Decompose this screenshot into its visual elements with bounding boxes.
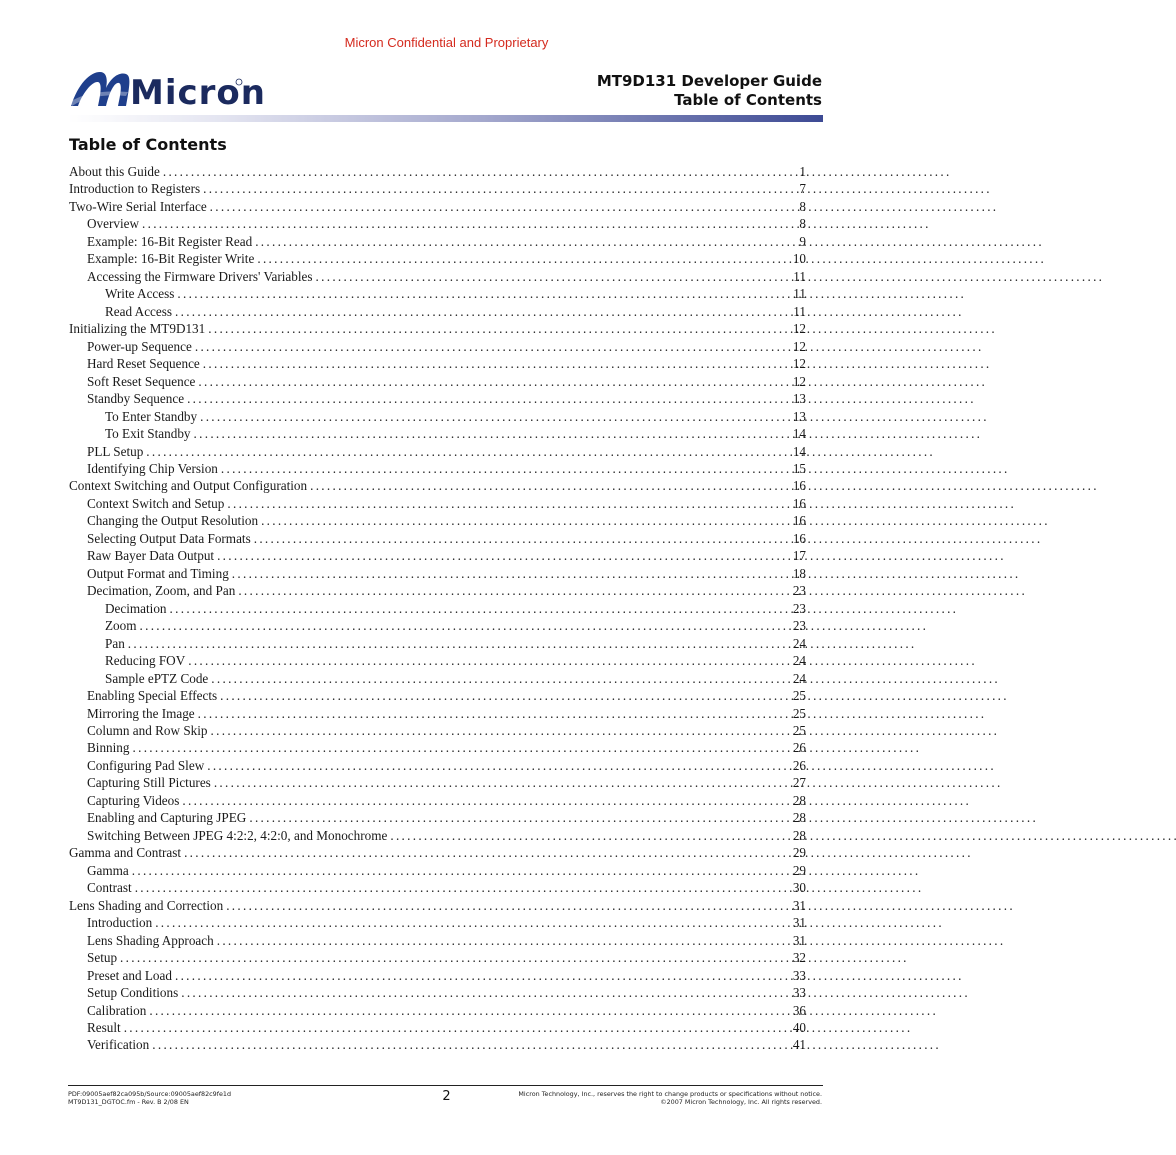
toc-dot-leader <box>218 460 791 477</box>
toc-dot-leader <box>217 687 791 704</box>
toc-heading: Table of Contents <box>69 135 227 154</box>
toc-entry-page: 12 <box>792 338 806 354</box>
toc-entry-page: 16 <box>792 495 806 511</box>
toc-entry[interactable] <box>69 827 806 844</box>
toc-entry[interactable] <box>69 443 806 460</box>
toc-entry-title: Enabling Special Effects <box>87 688 218 704</box>
toc-entry[interactable] <box>69 250 806 267</box>
toc-dot-leader <box>139 215 797 232</box>
toc-entry-page: 25 <box>792 705 806 721</box>
toc-entry[interactable] <box>69 338 806 355</box>
toc-entry-page: 12 <box>792 321 806 337</box>
toc-entry-title: Introduction to Registers <box>69 181 201 197</box>
header-gradient-bar <box>68 115 823 122</box>
toc-entry-title: Capturing Still Pictures <box>87 775 211 791</box>
toc-entry-title: Switching Between JPEG 4:2:2, 4:2:0, and Monochrome <box>87 827 388 843</box>
toc-entry-title: Example: 16-Bit Register Read <box>87 233 253 249</box>
toc-dot-leader <box>179 792 790 809</box>
toc-entry-title: Reducing FOV <box>105 653 186 669</box>
toc-entry[interactable] <box>69 652 806 669</box>
toc-entry-page: 10 <box>792 251 806 267</box>
toc-dot-leader <box>214 547 791 564</box>
toc-dot-leader <box>192 338 791 355</box>
toc-entry[interactable] <box>69 757 806 774</box>
toc-dot-leader <box>211 774 791 791</box>
toc-entry-title: Setup <box>87 950 118 966</box>
footer-left-line2: MT9D131_DGTOC.fm - Rev. B 2/08 EN <box>68 1098 189 1106</box>
toc-entry[interactable] <box>69 1019 806 1036</box>
toc-entry-page: 29 <box>792 862 806 878</box>
toc-entry[interactable] <box>69 373 806 390</box>
toc-dot-leader <box>178 984 791 1001</box>
toc-entry[interactable] <box>69 408 806 425</box>
toc-entry-title: Context Switching and Output Configuration <box>69 478 308 494</box>
toc-entry[interactable] <box>69 215 806 232</box>
toc-dot-leader <box>223 897 791 914</box>
toc-entry-page: 24 <box>792 670 806 686</box>
toc-entry-page: 15 <box>792 460 806 476</box>
toc-entry-page: 25 <box>792 723 806 738</box>
toc-entry[interactable] <box>69 285 806 302</box>
toc-entry-title: Accessing the Firmware Drivers' Variables <box>87 268 313 284</box>
toc-entry[interactable] <box>69 460 806 477</box>
toc-entry-title: To Exit Standby <box>105 426 191 442</box>
toc-entry-page: 40 <box>792 1019 806 1035</box>
toc-entry-title: Context Switch and Setup <box>87 495 225 511</box>
toc-entry-page: 26 <box>792 757 806 773</box>
toc-entry-title: Mirroring the Image <box>87 705 195 721</box>
toc-entry-title: To Enter Standby <box>105 408 198 424</box>
toc-entry-title: Calibration <box>87 1002 147 1018</box>
toc-entry-page: 9 <box>799 233 806 249</box>
toc-entry-title: Binning <box>87 740 130 756</box>
toc-entry[interactable] <box>69 617 806 634</box>
toc-entry-page: 16 <box>792 478 806 494</box>
toc-entry[interactable] <box>69 635 806 652</box>
toc-entry-title: PLL Setup <box>87 443 144 459</box>
toc-entry-page: 7 <box>799 181 806 197</box>
toc-entry-page: 29 <box>792 845 806 861</box>
toc-entry[interactable] <box>69 180 806 197</box>
document-title-line2: Table of Contents <box>674 91 822 109</box>
footer-copyright <box>518 1090 822 1106</box>
toc-entry-page: 23 <box>792 600 806 616</box>
toc-dot-leader <box>208 722 791 739</box>
toc-entry-page: 18 <box>792 565 806 581</box>
toc-entry[interactable] <box>69 809 806 826</box>
toc-dot-leader <box>132 879 791 896</box>
toc-dot-leader <box>251 530 791 547</box>
toc-entry[interactable] <box>69 862 806 879</box>
toc-dot-leader <box>137 617 791 634</box>
toc-entry-title: Preset and Load <box>87 967 172 983</box>
toc-entry[interactable] <box>69 495 806 512</box>
toc-dot-leader <box>252 233 797 250</box>
toc-entry-title: Selecting Output Data Formats <box>87 530 251 546</box>
footer-divider <box>68 1085 823 1086</box>
toc-entry[interactable] <box>69 844 806 861</box>
toc-entry[interactable] <box>69 547 806 564</box>
toc-entry[interactable] <box>69 600 806 617</box>
toc-entry-page: 36 <box>792 1002 806 1018</box>
toc-dot-leader <box>125 635 791 652</box>
toc-dot-leader <box>204 757 791 774</box>
toc-entry-page: 27 <box>792 775 806 791</box>
confidential-notice: Micron Confidential and Proprietary <box>344 35 549 50</box>
toc-entry-page: 8 <box>799 216 806 232</box>
toc-entry[interactable] <box>69 233 806 250</box>
toc-entry-title: Write Access <box>105 286 175 302</box>
toc-entry[interactable] <box>69 897 806 914</box>
toc-dot-leader <box>191 425 791 442</box>
toc-dot-leader <box>387 827 790 844</box>
toc-dot-leader <box>195 373 790 390</box>
toc-entry[interactable] <box>69 949 806 966</box>
toc-entry-page: 14 <box>792 426 806 442</box>
toc-dot-leader <box>146 1002 790 1019</box>
toc-entry-title: Overview <box>87 216 139 232</box>
toc-entry-title: Two-Wire Serial Interface <box>69 198 207 214</box>
toc-dot-leader <box>197 408 791 425</box>
toc-entry[interactable] <box>69 582 806 599</box>
toc-entry-title: Column and Row Skip <box>87 723 208 738</box>
toc-dot-leader <box>167 600 791 617</box>
toc-entry-page: 16 <box>792 530 806 546</box>
toc-entry-page: 12 <box>792 356 806 372</box>
toc-entry-page: 17 <box>792 548 806 564</box>
page-number: 2 <box>442 1089 451 1104</box>
toc-entry-title: Lens Shading and Correction <box>69 897 224 913</box>
toc-entry-page: 1 <box>799 164 806 179</box>
toc-entry-page: 31 <box>792 932 806 948</box>
toc-entry-page: 31 <box>792 897 806 913</box>
toc-entry-title: Raw Bayer Data Output <box>87 548 215 564</box>
toc-entry-title: Decimation, Zoom, and Pan <box>87 583 236 599</box>
toc-entry[interactable] <box>69 932 806 949</box>
toc-entry-page: 33 <box>792 985 806 1001</box>
toc-entry-page: 11 <box>793 286 806 302</box>
toc-dot-leader <box>313 268 792 285</box>
toc-entry-page: 23 <box>792 583 806 599</box>
toc-entry-page: 26 <box>792 740 806 756</box>
toc-entry[interactable] <box>69 1036 806 1053</box>
toc-entry[interactable] <box>69 687 806 704</box>
micron-logo <box>68 66 266 113</box>
toc-entry-page: 28 <box>792 792 806 808</box>
toc-dot-leader <box>208 670 791 687</box>
toc-entry-title: Output Format and Timing <box>87 565 229 581</box>
toc-entry-title: Changing the Output Resolution <box>87 513 259 529</box>
toc-entry-title: Identifying Chip Version <box>87 460 218 476</box>
toc-entry-title: Power-up Sequence <box>87 338 192 354</box>
toc-entry-page: 13 <box>792 408 806 424</box>
toc-entry[interactable] <box>69 792 806 809</box>
toc-entry[interactable] <box>69 477 806 494</box>
toc-entry[interactable] <box>69 198 806 215</box>
toc-dot-leader <box>130 739 791 756</box>
toc-entry-title: Capturing Videos <box>87 792 180 808</box>
toc-entry-title: Standby Sequence <box>87 391 185 407</box>
toc-entry[interactable] <box>69 1002 806 1019</box>
toc-entry[interactable] <box>69 390 806 407</box>
toc-entry-title: Enabling and Capturing JPEG <box>87 810 247 826</box>
toc-entry-title: Configuring Pad Slew <box>87 757 205 773</box>
toc-entry-title: Pan <box>105 635 125 651</box>
toc-entry-title: Introduction <box>87 915 153 931</box>
toc-entry-page: 41 <box>792 1037 806 1053</box>
toc-entry-page: 14 <box>792 443 806 459</box>
toc-entry-title: Hard Reset Sequence <box>87 356 200 372</box>
toc-entry[interactable] <box>69 512 806 529</box>
toc-entry-page: 28 <box>792 827 806 843</box>
toc-dot-leader <box>160 163 798 180</box>
toc-dot-leader <box>200 355 791 372</box>
toc-dot-leader <box>307 477 791 494</box>
toc-dot-leader <box>246 809 790 826</box>
toc-dot-leader <box>174 285 791 302</box>
toc-entry-page: 28 <box>792 810 806 826</box>
toc-dot-leader <box>149 1036 791 1053</box>
footer-right-line2: ©2007 Micron Technology, Inc. All rights reserved. <box>660 1098 822 1106</box>
toc-dot-leader <box>207 198 798 215</box>
toc-entry[interactable] <box>69 705 806 722</box>
toc-dot-leader <box>205 320 791 337</box>
toc-entry-title: Soft Reset Sequence <box>87 373 196 389</box>
toc-entry-page: 31 <box>792 915 806 931</box>
toc-entry-page: 24 <box>792 653 806 669</box>
toc-dot-leader <box>172 303 791 320</box>
toc-entry[interactable] <box>69 739 806 756</box>
toc-entry-title: About this Guide <box>69 164 160 179</box>
toc-entry[interactable] <box>69 670 806 687</box>
document-title-line1: MT9D131 Developer Guide <box>596 72 822 90</box>
toc-dot-leader <box>235 582 790 599</box>
toc-entry-title: Setup Conditions <box>87 985 179 1001</box>
toc-entry[interactable] <box>69 303 806 320</box>
toc-entry[interactable] <box>69 355 806 372</box>
logo-wordmark: Micron <box>130 73 266 113</box>
toc-entry[interactable] <box>69 268 806 285</box>
toc-entry-page: 8 <box>799 198 806 214</box>
toc-dot-leader <box>143 443 791 460</box>
footer-right-line1: Micron Technology, Inc., reserves the right to change products or specifications without notice. <box>518 1090 822 1098</box>
document-title <box>597 72 822 110</box>
toc-entry-title: Zoom <box>105 618 137 634</box>
toc-entry-page: 11 <box>793 268 806 284</box>
toc-entry-title: Example: 16-Bit Register Write <box>87 251 255 267</box>
toc-entry-page: 12 <box>792 373 806 389</box>
toc-entry[interactable] <box>69 530 806 547</box>
toc-entry-title: Result <box>87 1019 121 1035</box>
toc-entry-page: 23 <box>792 618 806 634</box>
toc-entry-title: Gamma <box>87 862 129 878</box>
toc-entry[interactable] <box>69 879 806 896</box>
footer-left-line1: PDF:09005aef82ca095b/Source:09005aef82c9fe1d <box>68 1090 232 1098</box>
toc-entry-title: Verification <box>87 1037 150 1053</box>
toc-dot-leader <box>121 1019 791 1036</box>
toc-entry-page: 30 <box>792 880 806 896</box>
toc-dot-leader <box>258 512 791 529</box>
toc-dot-leader <box>129 862 791 879</box>
table-of-contents <box>69 163 806 1054</box>
toc-dot-leader <box>181 844 791 861</box>
toc-dot-leader <box>229 565 791 582</box>
toc-dot-leader <box>214 932 791 949</box>
toc-dot-leader <box>254 250 790 267</box>
toc-entry[interactable] <box>69 984 806 1001</box>
toc-entry[interactable] <box>69 425 806 442</box>
toc-entry[interactable] <box>69 967 806 984</box>
toc-entry-page: 16 <box>792 513 806 529</box>
toc-entry[interactable] <box>69 565 806 582</box>
toc-dot-leader <box>224 495 790 512</box>
toc-entry[interactable] <box>69 774 806 791</box>
toc-entry[interactable] <box>69 914 806 931</box>
toc-entry-title: Read Access <box>105 303 173 319</box>
toc-entry[interactable] <box>69 163 806 180</box>
toc-entry-title: Sample ePTZ Code <box>105 670 209 686</box>
toc-entry-page: 13 <box>792 391 806 407</box>
toc-entry-page: 32 <box>792 950 806 966</box>
toc-entry-title: Decimation <box>105 600 167 616</box>
toc-entry-title: Lens Shading Approach <box>87 932 214 948</box>
toc-dot-leader <box>195 705 791 722</box>
toc-entry-page: 24 <box>792 635 806 651</box>
toc-entry-page: 11 <box>793 303 806 319</box>
toc-entry-page: 33 <box>792 967 806 983</box>
toc-entry-title: Contrast <box>87 880 132 896</box>
toc-dot-leader <box>185 652 791 669</box>
toc-entry[interactable] <box>69 320 806 337</box>
toc-dot-leader <box>184 390 791 407</box>
toc-entry-page: 25 <box>792 688 806 704</box>
toc-entry-title: Gamma and Contrast <box>69 845 182 861</box>
toc-dot-leader <box>152 914 791 931</box>
toc-dot-leader <box>117 949 791 966</box>
toc-dot-leader <box>200 180 797 197</box>
toc-entry[interactable] <box>69 722 806 739</box>
toc-entry-title: Initializing the MT9D131 <box>69 321 206 337</box>
toc-dot-leader <box>172 967 791 984</box>
